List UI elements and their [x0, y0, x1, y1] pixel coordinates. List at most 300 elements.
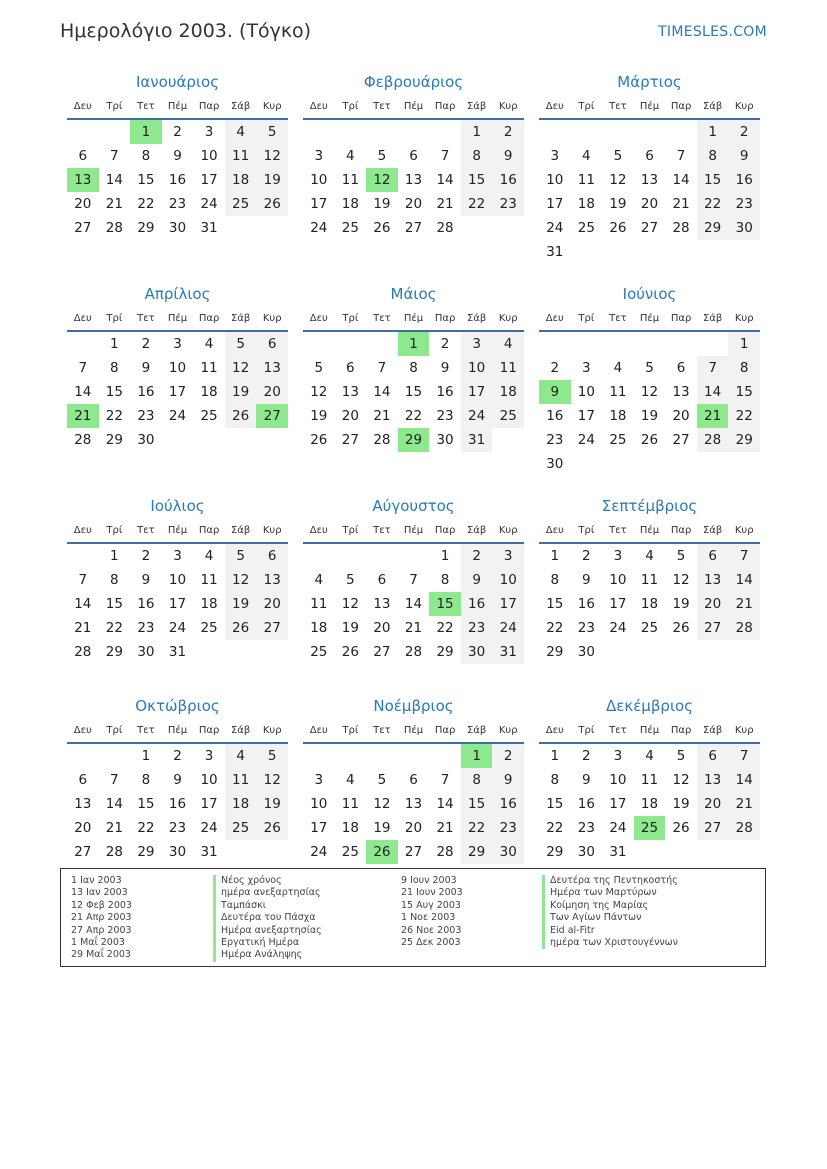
day-cell: 4 [204, 548, 214, 564]
weekday-label: Σάβ [230, 313, 251, 324]
day-cell: 5 [377, 148, 387, 164]
day-cell: 29 [137, 844, 155, 860]
weekday-label: Κυρ [262, 525, 282, 536]
day-cell: 23 [436, 408, 454, 424]
day-cell: 27 [341, 432, 359, 448]
day-cell: 2 [492, 744, 524, 768]
day-cell: 25 [341, 220, 359, 236]
empty-cell [697, 240, 729, 264]
day-cell: 30 [577, 844, 595, 860]
day-cell: 11 [200, 572, 218, 588]
day-cell: 24 [546, 220, 564, 236]
day-cell: 17 [310, 196, 328, 212]
empty-cell [602, 452, 634, 476]
empty-cell [665, 840, 697, 864]
day-cell: 6 [409, 772, 418, 788]
weekday-label: Τρί [342, 101, 359, 112]
weekday-label: Τρί [106, 725, 123, 736]
empty-cell [697, 640, 729, 664]
day-cell: 16 [546, 408, 564, 424]
day-cell: 22 [404, 408, 423, 424]
day-cell: 16 [137, 596, 155, 612]
weekday-label: Τρί [342, 313, 359, 324]
weekday-label: Τρί [106, 313, 123, 324]
day-cell: 7 [110, 772, 119, 788]
day-cell: 10 [492, 568, 524, 592]
day-cell: 29 [436, 644, 454, 660]
day-cell: 16 [436, 384, 454, 400]
empty-cell [303, 544, 335, 568]
empty-cell [398, 744, 430, 768]
day-cell: 14 [105, 796, 123, 812]
day-cell: 25 [492, 404, 524, 428]
day-cell: 9 [440, 360, 450, 376]
weekday-label: Δευ [545, 725, 564, 736]
empty-cell [366, 744, 398, 768]
day-cell: 3 [461, 332, 493, 356]
month-name: Δεκέμβριος [605, 697, 693, 715]
weekday-label: Παρ [670, 725, 692, 736]
day-cell: 8 [141, 772, 151, 788]
day-cell: 13 [373, 596, 391, 612]
day-cell: 23 [137, 620, 155, 636]
day-cell: 4 [346, 772, 355, 788]
weekday-label: Τρί [342, 525, 359, 536]
empty-cell [67, 332, 99, 356]
brand-link[interactable]: TIMESLES.COM [658, 24, 767, 40]
day-cell: 31 [461, 428, 493, 452]
weekday-label: Δευ [545, 525, 564, 536]
month-calendar [67, 280, 288, 492]
day-cell: 28 [436, 844, 454, 860]
day-cell: 10 [546, 172, 564, 188]
day-cell: 4 [582, 148, 591, 164]
day-cell: 7 [409, 572, 418, 588]
day-cell: 3 [314, 148, 324, 164]
day-cell: 29 [546, 644, 564, 660]
day-cell: 24 [609, 820, 627, 836]
day-cell: 10 [200, 148, 218, 164]
empty-cell [67, 544, 99, 568]
empty-cell [99, 120, 131, 144]
weekday-label: Πέμ [639, 101, 660, 112]
day-cell: 1 [728, 332, 760, 356]
day-cell: 26 [373, 220, 391, 236]
day-cell: 24 [168, 620, 187, 636]
weekday-label: Κυρ [262, 725, 282, 736]
empty-cell [634, 452, 666, 476]
day-cell: 20 [74, 820, 92, 836]
empty-cell [162, 428, 194, 452]
month-calendar [539, 492, 760, 692]
day-cell: 29 [105, 432, 123, 448]
day-cell: 3 [173, 548, 182, 564]
empty-cell [398, 120, 430, 144]
day-cell: 8 [550, 772, 560, 788]
month-name: Απρίλιος [144, 285, 211, 303]
day-cell: 26 [225, 404, 257, 428]
day-cell: 4 [645, 548, 654, 564]
day-cell: 21 [436, 820, 454, 836]
legend-date: 12 Φεβ 2003 [71, 899, 132, 911]
day-cell: 27 [256, 616, 288, 640]
empty-cell [398, 544, 430, 568]
day-cell: 28 [728, 816, 760, 840]
day-cell: 9 [141, 572, 151, 588]
day-cell: 29 [137, 220, 155, 236]
day-cell: 18 [225, 168, 257, 192]
holiday-day: 12 [366, 168, 398, 192]
weekday-label: Τρί [106, 525, 123, 536]
day-cell: 9 [173, 148, 182, 164]
weekday-label: Παρ [434, 101, 456, 112]
day-cell: 1 [697, 120, 729, 144]
day-cell: 24 [577, 432, 595, 448]
day-cell: 1 [141, 748, 151, 764]
day-cell: 1 [550, 548, 560, 564]
empty-cell [634, 640, 666, 664]
legend-holiday-name: Νέος χρόνος [213, 875, 322, 887]
day-cell: 3 [613, 548, 623, 564]
legend-holiday-name: Δευτέρα του Πάσχα [213, 912, 322, 924]
day-cell: 2 [173, 124, 182, 140]
empty-cell [193, 640, 225, 664]
day-cell: 16 [461, 592, 493, 616]
day-cell: 23 [492, 192, 524, 216]
day-cell: 26 [672, 820, 690, 836]
day-cell: 19 [609, 196, 627, 212]
legend-holiday-name: Ταμπάσκι [213, 900, 322, 912]
day-cell: 2 [728, 120, 760, 144]
weekday-label: Κυρ [262, 313, 282, 324]
holiday-legend [60, 868, 766, 967]
day-cell: 28 [728, 616, 760, 640]
day-cell: 10 [168, 572, 187, 588]
day-cell: 22 [137, 196, 155, 212]
empty-cell [728, 240, 760, 264]
weekday-label: Δευ [309, 313, 328, 324]
day-cell: 12 [373, 796, 391, 812]
holiday-day: 21 [67, 404, 99, 428]
day-cell: 3 [613, 748, 623, 764]
weekday-label: Τρί [578, 101, 595, 112]
day-cell: 13 [404, 796, 423, 812]
day-cell: 29 [105, 644, 123, 660]
month-calendar [67, 692, 288, 882]
legend-holiday-name: Ημέρα ανεξαρτησίας [213, 925, 322, 937]
empty-cell [225, 840, 257, 864]
empty-cell [602, 120, 634, 144]
day-cell: 8 [440, 572, 450, 588]
day-cell: 13 [404, 172, 423, 188]
weekday-label: Τετ [609, 725, 627, 736]
day-cell: 1 [461, 120, 493, 144]
day-cell: 27 [672, 432, 690, 448]
day-cell: 30 [137, 644, 155, 660]
day-cell: 16 [492, 792, 524, 816]
day-cell: 5 [346, 572, 355, 588]
weekday-header [539, 308, 760, 332]
weekday-header [303, 720, 524, 744]
empty-cell [225, 640, 257, 664]
day-cell: 18 [640, 596, 659, 612]
day-cell: 18 [225, 792, 257, 816]
day-cell: 30 [461, 640, 493, 664]
weekday-label: Δευ [73, 313, 92, 324]
day-cell: 28 [404, 644, 423, 660]
day-cell: 31 [609, 844, 627, 860]
day-cell: 3 [314, 772, 324, 788]
weekday-label: Δευ [73, 725, 92, 736]
month-calendar [67, 492, 288, 692]
weekday-label: Σάβ [702, 101, 723, 112]
day-cell: 18 [492, 380, 524, 404]
day-cell: 3 [173, 336, 182, 352]
day-cell: 21 [672, 196, 690, 212]
day-cell: 5 [256, 744, 288, 768]
day-cell: 18 [200, 596, 218, 612]
day-cell: 25 [577, 220, 595, 236]
empty-cell [571, 452, 603, 476]
day-cell: 7 [676, 148, 686, 164]
legend-date: 29 Μαΐ 2003 [71, 949, 131, 961]
weekday-label: Σάβ [702, 725, 723, 736]
day-cell: 22 [105, 620, 123, 636]
weekday-label: Πέμ [639, 525, 660, 536]
day-cell: 26 [310, 432, 328, 448]
day-cell: 23 [168, 820, 187, 836]
empty-cell [634, 840, 666, 864]
day-cell: 3 [204, 748, 214, 764]
month-name: Σεπτέμβριος [601, 497, 698, 515]
day-cell: 14 [436, 796, 454, 812]
weekday-label: Δευ [545, 313, 564, 324]
day-cell: 20 [404, 196, 423, 212]
day-cell: 25 [310, 644, 328, 660]
weekday-label: Παρ [670, 525, 692, 536]
day-cell: 29 [728, 428, 760, 452]
empty-cell [461, 216, 493, 240]
day-cell: 7 [377, 360, 387, 376]
day-cell: 23 [546, 432, 564, 448]
holiday-day: 9 [539, 380, 571, 404]
day-cell: 25 [200, 408, 218, 424]
day-cell: 16 [577, 796, 595, 812]
weekday-label: Δευ [309, 525, 328, 536]
day-cell: 5 [225, 332, 257, 356]
empty-cell [193, 428, 225, 452]
day-cell: 27 [697, 616, 729, 640]
day-cell: 22 [728, 404, 760, 428]
weekday-header [67, 96, 288, 120]
day-cell: 23 [168, 196, 187, 212]
day-cell: 7 [728, 744, 760, 768]
empty-cell [697, 840, 729, 864]
day-cell: 13 [341, 384, 359, 400]
day-cell: 7 [78, 360, 88, 376]
day-cell: 8 [461, 768, 493, 792]
legend-holiday-name: Ημέρα Ανάληψης [213, 949, 322, 961]
month-calendar [303, 280, 524, 492]
day-cell: 20 [640, 196, 659, 212]
legend-date: 15 Αυγ 2003 [401, 899, 461, 911]
day-cell: 2 [582, 748, 591, 764]
months-grid [67, 68, 760, 882]
month-calendar [67, 68, 288, 280]
empty-cell [634, 332, 666, 356]
day-cell: 30 [546, 456, 564, 472]
empty-cell [335, 744, 367, 768]
day-cell: 27 [404, 220, 423, 236]
day-cell: 5 [377, 772, 387, 788]
day-cell: 27 [74, 220, 92, 236]
day-cell: 6 [346, 360, 355, 376]
day-cell: 19 [225, 380, 257, 404]
day-cell: 15 [137, 796, 155, 812]
day-cell: 15 [105, 596, 123, 612]
day-cell: 28 [74, 432, 92, 448]
day-cell: 19 [373, 820, 391, 836]
day-cell: 13 [640, 172, 659, 188]
month-name: Μάιος [390, 285, 437, 303]
weekday-label: Σάβ [466, 725, 487, 736]
weekday-header [539, 720, 760, 744]
day-cell: 22 [137, 820, 155, 836]
day-cell: 19 [672, 796, 690, 812]
day-cell: 10 [310, 172, 328, 188]
day-cell: 26 [672, 620, 690, 636]
day-cell: 13 [672, 384, 690, 400]
day-cell: 12 [672, 772, 690, 788]
weekday-label: Παρ [198, 725, 220, 736]
day-cell: 8 [409, 360, 418, 376]
legend-holiday-name: ημέρα των Χριστουγέννων [542, 937, 678, 949]
day-cell: 19 [672, 596, 690, 612]
day-cell: 9 [461, 568, 493, 592]
day-cell: 17 [168, 596, 187, 612]
day-cell: 2 [492, 120, 524, 144]
day-cell: 20 [74, 196, 92, 212]
day-cell: 19 [341, 620, 359, 636]
weekday-label: Πέμ [403, 101, 424, 112]
empty-cell [429, 744, 461, 768]
weekday-label: Τετ [137, 101, 155, 112]
empty-cell [539, 332, 571, 356]
weekday-header [67, 520, 288, 544]
day-cell: 4 [314, 572, 324, 588]
day-cell: 1 [110, 336, 119, 352]
day-cell: 22 [105, 408, 123, 424]
day-cell: 12 [310, 384, 328, 400]
empty-cell [303, 332, 335, 356]
weekday-label: Τετ [137, 525, 155, 536]
empty-cell [697, 332, 729, 356]
day-cell: 1 [110, 548, 119, 564]
day-cell: 5 [225, 544, 257, 568]
empty-cell [665, 640, 697, 664]
weekday-label: Πέμ [639, 725, 660, 736]
day-cell: 15 [105, 384, 123, 400]
day-cell: 3 [550, 148, 560, 164]
weekday-header [303, 520, 524, 544]
day-cell: 25 [225, 192, 257, 216]
legend-holiday-name: ημέρα ανεξαρτησίας [213, 887, 322, 899]
day-cell: 28 [74, 644, 92, 660]
day-cell: 9 [492, 768, 524, 792]
day-cell: 22 [697, 192, 729, 216]
day-cell: 21 [728, 592, 760, 616]
legend-names-right [542, 875, 678, 949]
weekday-label: Τετ [609, 313, 627, 324]
day-cell: 23 [577, 820, 595, 836]
legend-dates-right [401, 875, 463, 949]
holiday-day: 29 [398, 428, 430, 452]
day-cell: 10 [609, 772, 627, 788]
day-cell: 8 [141, 148, 151, 164]
month-calendar [303, 68, 524, 280]
legend-date: 9 Ιουν 2003 [401, 875, 457, 886]
day-cell: 22 [436, 620, 454, 636]
weekday-label: Σάβ [230, 101, 251, 112]
day-cell: 5 [645, 360, 654, 376]
weekday-label: Σάβ [466, 101, 487, 112]
day-cell: 23 [577, 620, 595, 636]
empty-cell [571, 120, 603, 144]
weekday-label: Πέμ [403, 725, 424, 736]
day-cell: 14 [672, 172, 690, 188]
day-cell: 11 [341, 172, 359, 188]
day-cell: 8 [461, 144, 493, 168]
day-cell: 7 [110, 148, 119, 164]
day-cell: 18 [609, 408, 627, 424]
holiday-day: 1 [130, 120, 162, 144]
day-cell: 11 [577, 172, 595, 188]
weekday-label: Πέμ [403, 525, 424, 536]
day-cell: 11 [225, 144, 257, 168]
month-name: Μάρτιος [617, 73, 682, 91]
day-cell: 7 [440, 772, 450, 788]
empty-cell [366, 544, 398, 568]
legend-names-left [213, 875, 322, 962]
day-cell: 16 [577, 596, 595, 612]
day-cell: 31 [200, 844, 218, 860]
day-cell: 11 [492, 356, 524, 380]
day-cell: 24 [310, 844, 328, 860]
day-cell: 23 [492, 816, 524, 840]
weekday-label: Κυρ [734, 101, 754, 112]
day-cell: 11 [341, 796, 359, 812]
month-calendar [303, 692, 524, 882]
weekday-label: Τετ [137, 725, 155, 736]
weekday-label: Παρ [434, 313, 456, 324]
holiday-day: 27 [256, 404, 288, 428]
day-cell: 25 [640, 620, 659, 636]
weekday-header [303, 308, 524, 332]
empty-cell [571, 332, 603, 356]
month-name: Αύγουστος [372, 497, 455, 515]
day-cell: 7 [78, 572, 88, 588]
empty-cell [225, 428, 257, 452]
legend-date: 21 Απρ 2003 [71, 912, 132, 924]
day-cell: 12 [609, 172, 627, 188]
day-cell: 30 [492, 840, 524, 864]
day-cell: 19 [256, 792, 288, 816]
holiday-day: 26 [366, 840, 398, 864]
day-cell: 12 [225, 356, 257, 380]
day-cell: 14 [105, 172, 123, 188]
empty-cell [665, 452, 697, 476]
empty-cell [728, 640, 760, 664]
